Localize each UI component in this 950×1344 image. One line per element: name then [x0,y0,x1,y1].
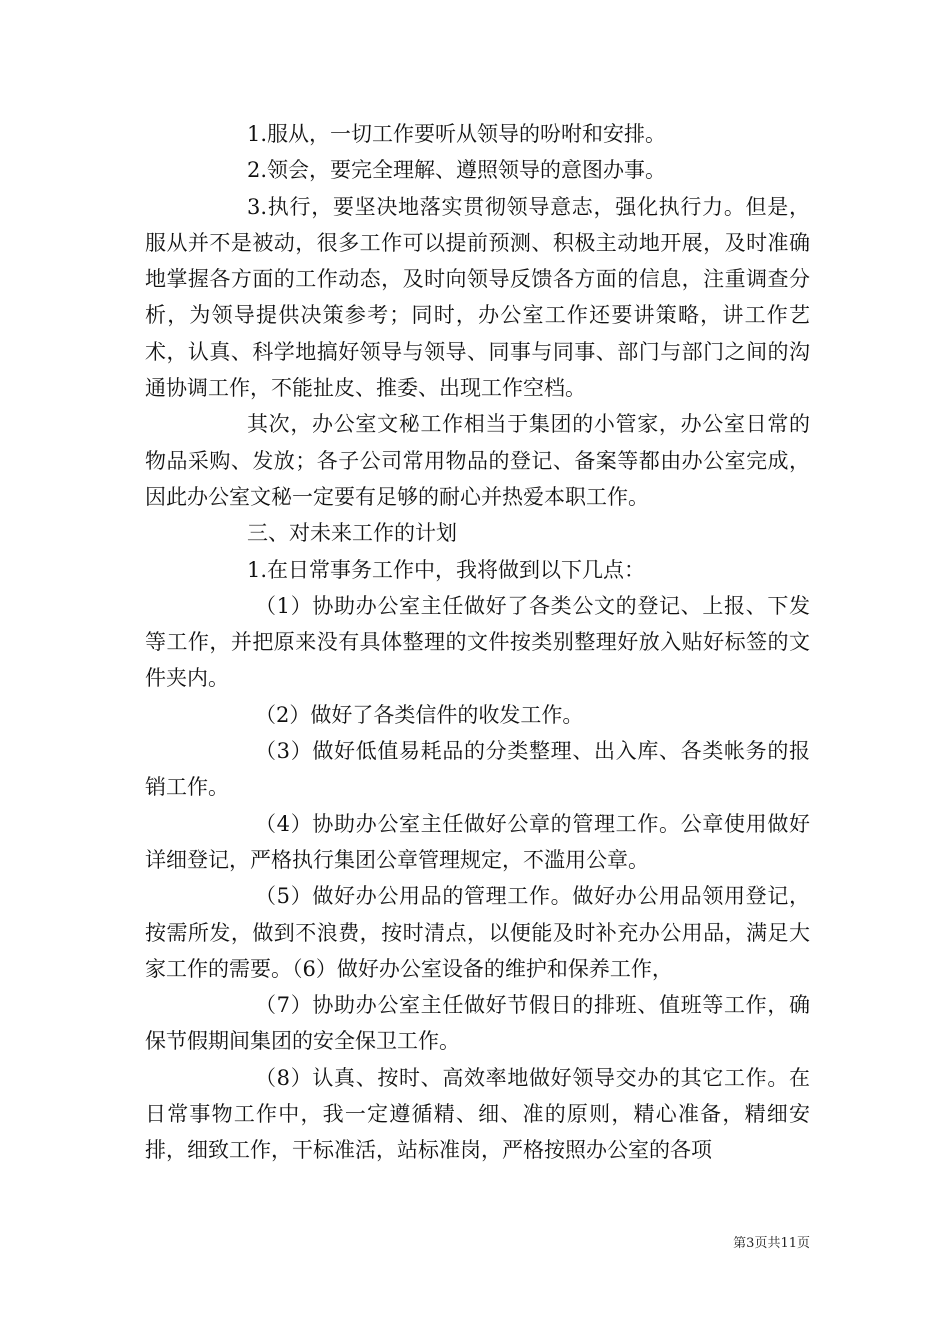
list-item-1: （1）协助办公室主任做好了各类公文的登记、上报、下发等工作，并把原来没有具体整理的文件按类别整理好放入贴好标签的文件夹内。 [145,593,810,691]
page-number: 第3页共11页 [733,1236,810,1251]
list-item-2: （2）做好了各类信件的收发工作。 [255,702,584,727]
section-heading-future-plan: 三、对未来工作的计划 [247,521,457,546]
paragraph-understand: 2.领会，要完全理解、遵照领导的意图办事。 [247,158,667,183]
paragraph-obey: 1.服从，一切工作要听从领导的吩咐和安排。 [247,122,667,146]
paragraph-daily-affairs: 1.在日常事务工作中，我将做到以下几点： [247,557,646,582]
list-item-3: （3）做好低值易耗品的分类整理、出入库、各类帐务的报销工作。 [145,739,810,800]
paragraph-execute: 3.执行，要坚决地落实贯彻领导意志，强化执行力。但是，服从并不是被动，很多工作可以提前预测、积极主动地开展，及时准确地掌握各方面的工作动态，及时向领导反馈各方面的信息，注重调查分析，为领导提供决策参考；同时，办公室工作还要讲策略，讲工作艺术，认真、科学地搞好领导与领导、同事与同事、部门与部门之间的沟通协调工作，不能扯皮、推委、出现工作空档。 [145,194,810,401]
list-item-5: （5）做好办公用品的管理工作。做好办公用品领用登记，按需所发，做到不浪费，按时清点，以便能及时补充办公用品，满足大家工作的需要。（6）做好办公室设备的维护和保养工作， [145,884,810,981]
paragraph-secondly: 其次，办公室文秘工作相当于集团的小管家，办公室日常的物品采购、发放；各子公司常用物品的登记、备案等都由办公室完成，因此办公室文秘一定要有足够的耐心并热爱本职工作。 [145,412,810,509]
list-item-8: （8）认真、按时、高效率地做好领导交办的其它工作。在日常事物工作中，我一定遵循精、细、准的原则，精心准备，精细安排，细致工作，干标准活，站标准岗，严格按照办公室的各项 [145,1065,810,1163]
document-body [145,116,810,1169]
list-item-4: （4）协助办公室主任做好公章的管理工作。公章使用做好详细登记，严格执行集团公章管理规定，不滥用公章。 [145,811,810,872]
list-item-7: （7）协助办公室主任做好节假日的排班、值班等工作，确保节假期间集团的安全保卫工作。 [145,993,810,1054]
